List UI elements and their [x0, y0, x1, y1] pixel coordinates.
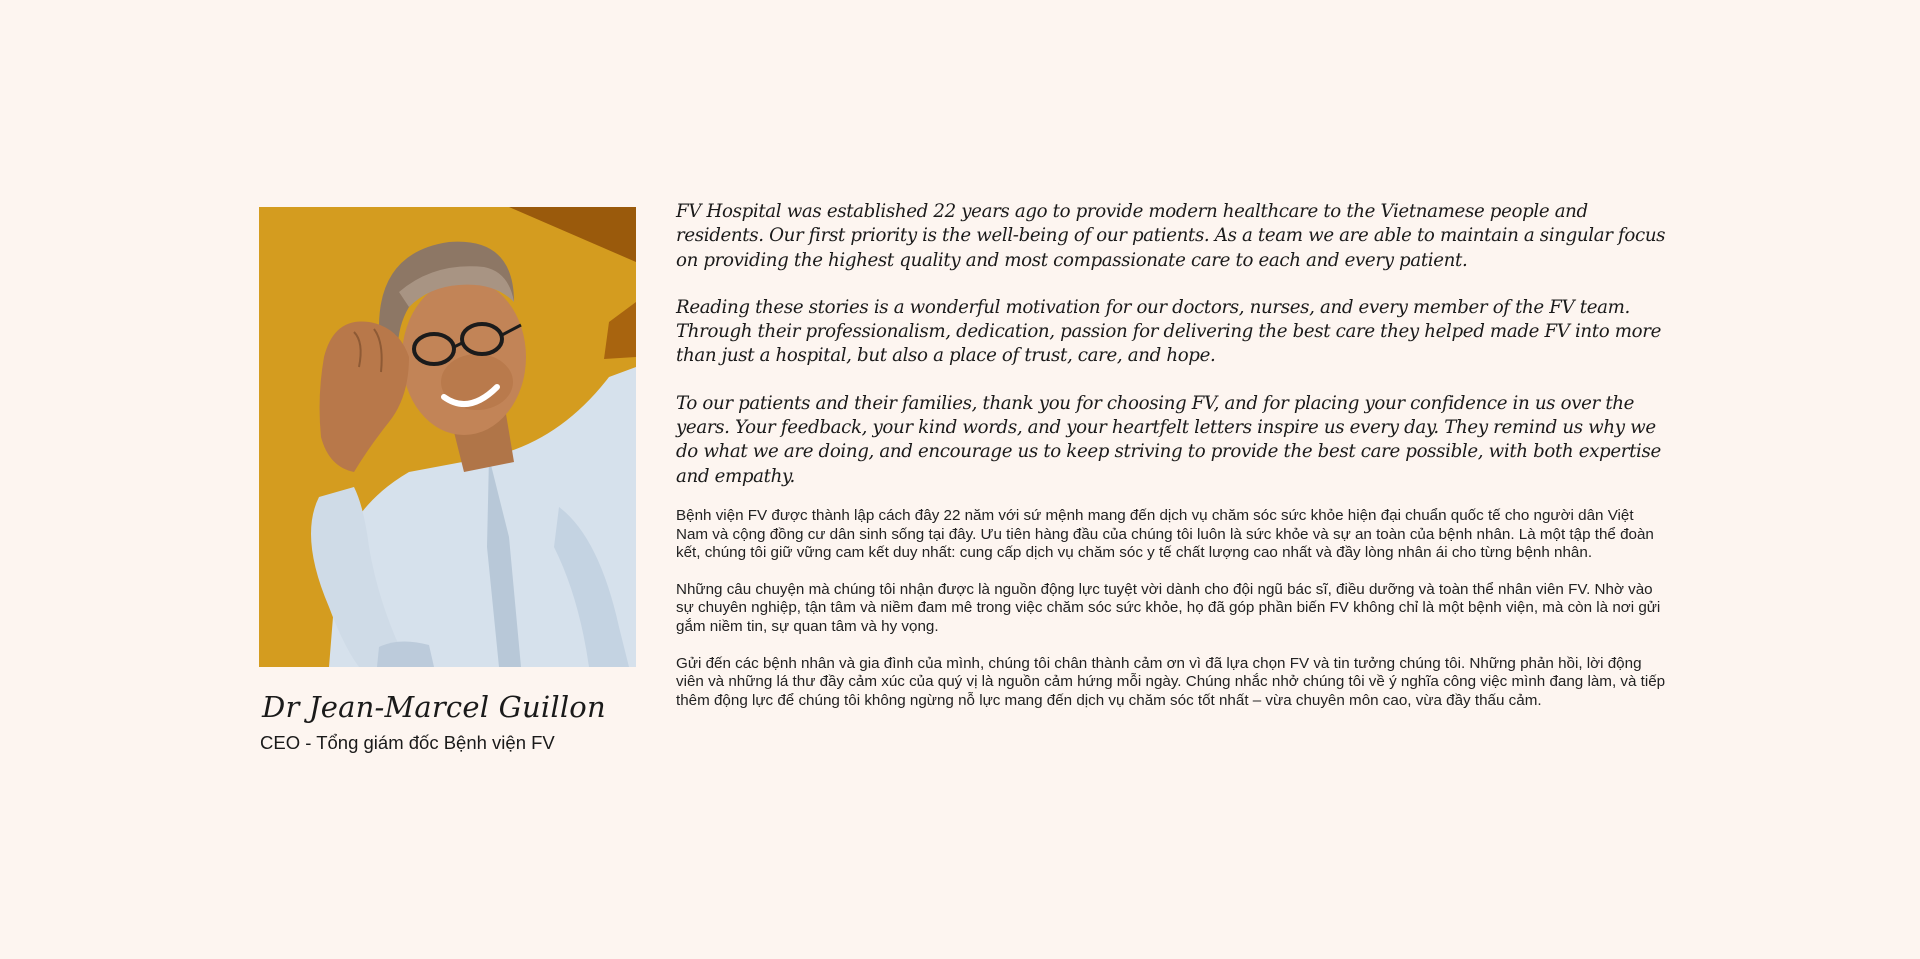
ceo-title: CEO - Tổng giám đốc Bệnh viện FV [260, 732, 555, 753]
letter-english-paragraph-1: FV Hospital was established 22 years ago to provide modern healthcare to the Vietnamese people and residents. Our first priority is the well-being of our patients. As a team we are able to maintain a singular focus on providing the highest quality and most compassionate care to each and every patient. [676, 201, 1666, 271]
ceo-signature: Dr Jean-Marcel Guillon [262, 690, 606, 724]
ceo-letter [676, 200, 1666, 728]
letter-vietnamese-paragraph-2: Những câu chuyện mà chúng tôi nhận được là nguồn động lực tuyệt vời dành cho đội ngũ bác sĩ, điều dưỡng và toàn thể nhân viên FV. Nhờ vào sự chuyên nghiệp, tận tâm và niềm đam mê trong việc chăm sóc sức khỏe, họ đã góp phần biến FV không chỉ là một bệnh viện, mà còn là nơi gửi gắm niềm tin, sự quan tâm và hy vọng. [676, 580, 1661, 635]
letter-vietnamese-paragraph-3: Gửi đến các bệnh nhân và gia đình của mình, chúng tôi chân thành cảm ơn vì đã lựa chọn FV và tin tưởng chúng tôi. Những phản hồi, lời động viên và những lá thư đầy cảm xúc của quý vị là nguồn cảm hứng mỗi ngày. Chúng nhắc nhở chúng tôi về ý nghĩa công việc mình đang làm, và tiếp thêm động lực để chúng tôi không ngừng nỗ lực mang đến dịch vụ chăm sóc tốt nhất – vừa chuyên môn cao, vừa đầy thấu cảm. [676, 654, 1666, 709]
letter-english-paragraph-3: To our patients and their families, thank you for choosing FV, and for placing your confidence in us over the years. Your feedback, your kind words, and your heartfelt letters inspire us every day. They remind us why we do what we are doing, and encourage us to keep striving to provide the best care possible, with both expertise and empathy. [676, 392, 1661, 487]
ceo-portrait-illustration [259, 207, 636, 667]
letter-vietnamese-paragraph-1: Bệnh viện FV được thành lập cách đây 22 năm với sứ mệnh mang đến dịch vụ chăm sóc sức khỏe hiện đại chuẩn quốc tế cho người dân Việt Nam và cộng đồng cư dân sinh sống tại đây. Ưu tiên hàng đầu của chúng tôi luôn là sức khỏe và sự an toàn của bệnh nhân. Là một tập thể đoàn kết, chúng tôi giữ vững cam kết duy nhất: cung cấp dịch vụ chăm sóc y tế chất lượng cao nhất và đầy lòng nhân ái cho từng bệnh nhân. [676, 506, 1654, 562]
letter-english-paragraph-2: Reading these stories is a wonderful motivation for our doctors, nurses, and every member of the FV team. Through their professionalism, dedication, passion for delivering the best care they helped made FV into more than just a hospital, but also a place of trust, care, and hope. [676, 296, 1662, 367]
ceo-portrait [259, 207, 636, 667]
